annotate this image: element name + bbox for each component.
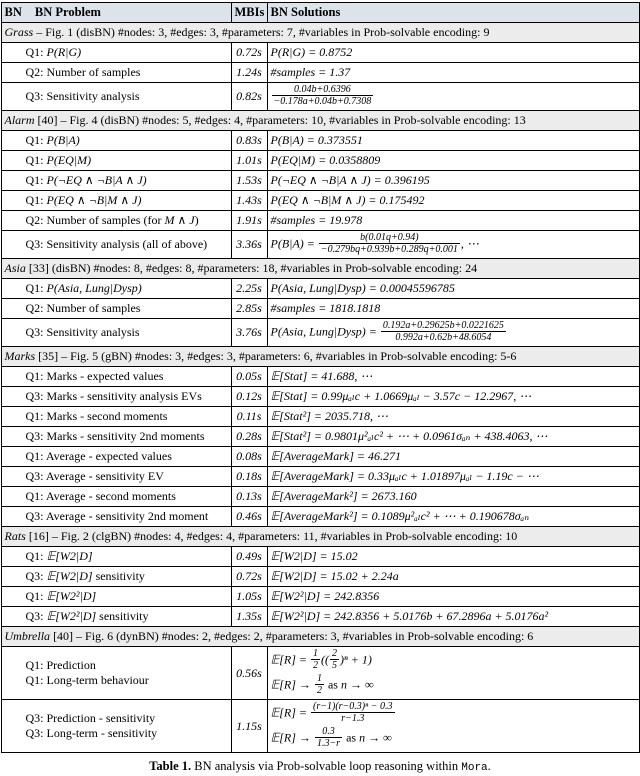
text-segment: Q3: Average - sensitivity 2nd moment	[25, 509, 209, 523]
time-cell: 1.43s	[231, 191, 267, 211]
text-segment: #samples = 1818.1818	[270, 301, 381, 315]
bn-analysis-table	[1, 2, 640, 753]
problem-line	[26, 509, 228, 524]
problem-line	[26, 173, 228, 188]
table-row	[1, 447, 639, 467]
solution-cell	[267, 231, 639, 259]
solution-line	[271, 64, 636, 81]
solution-cell	[267, 700, 639, 753]
section-header-row	[1, 527, 639, 547]
solution-line	[271, 448, 636, 465]
table-row	[1, 231, 639, 259]
text-segment: 𝔼[W2|D] = 15.02	[270, 549, 358, 563]
problem-cell	[1, 211, 231, 231]
text-segment: Q2: Number of samples	[25, 65, 141, 79]
header-label-bn-problem: BN Problem	[34, 5, 101, 19]
time-cell: 0.08s	[231, 447, 267, 467]
text-segment: [33] (disBN) #nodes: 8, #edges: 8, #parameters: 18, #variables in Prob-solvable encoding: 24	[25, 261, 478, 275]
time-cell: 3.76s	[231, 319, 267, 347]
fraction-denominator: −0.178a+0.04b+0.7308	[273, 96, 372, 107]
text-segment: [40] – Fig. 6 (dynBN) #nodes: 2, #edges: 2, #parameters: 3, #variables in Prob-solvable encoding: 6	[50, 629, 534, 643]
solution-cell	[267, 607, 639, 627]
time-cell: 2.25s	[231, 279, 267, 299]
text-segment: 𝔼[AverageMark²] = 0.1089μ²ₐₗc² + ⋯ + 0.190678σₐₙ	[270, 509, 530, 523]
solution-cell	[267, 647, 639, 700]
fraction-denominator: 2	[313, 660, 319, 671]
table-row	[1, 387, 639, 407]
text-segment: 𝔼[AverageMark] = 0.33μₐₗc + 1.01897μₐₗ − 1.19c − ⋯	[270, 469, 539, 483]
text-segment: ((	[321, 652, 330, 667]
solution-line	[271, 320, 636, 345]
solution-cell	[267, 487, 639, 507]
fraction	[319, 232, 460, 255]
time-cell: 1.05s	[231, 587, 267, 607]
solution-line	[271, 508, 636, 525]
text-segment: Q1: Marks - second moments	[25, 409, 168, 423]
header-label-bn: BN	[4, 5, 22, 19]
solution-cell	[267, 387, 639, 407]
text-segment: 𝔼[W2²|D]	[46, 589, 97, 603]
time-cell: 0.11s	[231, 407, 267, 427]
table-row	[1, 299, 639, 319]
table-row	[1, 151, 639, 171]
problem-line	[26, 389, 228, 404]
solution-cell	[267, 171, 639, 191]
problem-cell	[1, 83, 231, 111]
problem-cell	[1, 191, 231, 211]
table-row	[1, 191, 639, 211]
time-cell: 0.82s	[231, 83, 267, 111]
problem-line	[26, 711, 228, 726]
text-segment: Q1:	[25, 281, 47, 295]
fraction	[272, 84, 374, 107]
text-segment: as	[343, 730, 360, 745]
table-row	[1, 83, 639, 111]
problem-line	[26, 726, 228, 741]
section-header-row	[1, 259, 639, 279]
text-segment: 𝔼[W2²|D]	[46, 609, 97, 623]
table-row	[1, 700, 639, 753]
fraction-numerator: 1	[316, 673, 322, 684]
text-segment: 𝔼[Stat²] = 0.9801μ²ₐₗc² + ⋯ + 0.0961σₐₙ + 438.4063, ⋯	[270, 429, 548, 443]
fraction	[315, 726, 342, 749]
text-segment: 𝔼[Stat] = 0.99μₐₗc + 1.0669μₐₗ − 3.57c − 12.2967, ⋯	[270, 389, 532, 403]
text-segment: P(B|A) =	[270, 236, 318, 251]
problem-cell	[1, 447, 231, 467]
solution-cell	[267, 43, 639, 63]
solution-cell	[267, 191, 639, 211]
solution-line	[271, 726, 636, 751]
text-segment: #samples = 1.37	[270, 65, 351, 79]
solution-cell	[267, 507, 639, 527]
time-cell: 1.53s	[231, 171, 267, 191]
problem-line	[26, 193, 228, 208]
solution-line	[271, 280, 636, 297]
solution-line	[271, 84, 636, 109]
text-segment: P(Asia, Lung|Dysp) =	[270, 324, 380, 339]
problem-line	[26, 489, 228, 504]
text-segment: 𝔼[W2²|D] = 242.8356 + 5.0176b + 67.2896a + 5.0176a²	[270, 609, 549, 623]
text-segment: n → ∞	[359, 730, 392, 745]
solution-line	[271, 701, 636, 726]
table-row	[1, 547, 639, 567]
problem-cell	[1, 319, 231, 347]
text-segment: , ⋯	[460, 236, 479, 251]
text-segment: [16] – Fig. 2 (clgBN) #nodes: 4, #edges: 4, #parameters: 11, #variables in Prob-solvable encoding: 10	[25, 529, 518, 543]
text-segment: Umbrella	[4, 629, 51, 643]
table-body	[1, 23, 639, 753]
text-segment: [35] – Fig. 5 (gBN) #nodes: 3, #edges: 3, #parameters: 6, #variables in Prob-solvable encoding: 5-6	[35, 349, 517, 363]
problem-line	[26, 45, 228, 60]
fraction-numerator: 2	[332, 648, 338, 659]
table-row	[1, 367, 639, 387]
problem-line	[26, 281, 228, 296]
text-segment: Alarm	[4, 113, 35, 127]
problem-cell	[1, 367, 231, 387]
solution-cell	[267, 83, 639, 111]
text-segment: n → ∞	[340, 677, 374, 692]
fraction-denominator: 5	[332, 660, 338, 671]
section-header-row	[1, 111, 639, 131]
section-title	[1, 627, 639, 647]
solution-line	[271, 588, 636, 605]
text-segment: Q1: Average - second moments	[25, 489, 176, 503]
text-segment: Q1:	[25, 45, 47, 59]
solution-line	[271, 488, 636, 505]
text-segment: P(¬EQ ∧ ¬B|A ∧ J)	[46, 173, 147, 187]
solution-cell	[267, 467, 639, 487]
text-segment: [40] – Fig. 4 (disBN) #nodes: 5, #edges: 4, #parameters: 10, #variables in Prob-solvable encoding: 13	[34, 113, 526, 127]
text-segment: Q3: Sensitivity analysis (all of above)	[25, 237, 208, 251]
text-segment: P(¬EQ ∧ ¬B|A ∧ J) = 0.396195	[270, 173, 430, 187]
time-cell: 0.49s	[231, 547, 267, 567]
solution-cell	[267, 587, 639, 607]
solution-cell	[267, 299, 639, 319]
text-segment: Q3: Sensitivity analysis	[25, 89, 140, 103]
text-segment: Q3: Marks - sensitivity 2nd moments	[25, 429, 205, 443]
problem-cell	[1, 151, 231, 171]
table-row	[1, 607, 639, 627]
text-segment: Q1: Marks - expected values	[25, 369, 164, 383]
table-row	[1, 487, 639, 507]
table-row	[1, 407, 639, 427]
time-cell: 0.46s	[231, 507, 267, 527]
table-row	[1, 279, 639, 299]
problem-cell	[1, 131, 231, 151]
time-cell: 0.56s	[231, 647, 267, 700]
solution-cell	[267, 567, 639, 587]
problem-line	[26, 449, 228, 464]
problem-line	[26, 65, 228, 80]
text-segment: .	[487, 759, 491, 773]
problem-cell	[1, 487, 231, 507]
text-segment: 𝔼[W2²|D] = 242.8356	[270, 589, 380, 603]
time-cell: 0.83s	[231, 131, 267, 151]
solution-line	[271, 300, 636, 317]
fraction-denominator: 0.992a+0.62b+48.6054	[395, 332, 492, 343]
time-cell: 0.72s	[231, 43, 267, 63]
problem-line	[26, 213, 228, 228]
text-segment: P(Asia, Lung|Dysp) = 0.00045596785	[270, 281, 455, 295]
solution-cell	[267, 211, 639, 231]
solution-cell	[267, 279, 639, 299]
header-cell-bn-problem	[1, 3, 231, 23]
problem-cell	[1, 171, 231, 191]
text-segment: 𝔼[W2|D]	[46, 569, 93, 583]
solution-line	[271, 388, 636, 405]
solution-line	[271, 368, 636, 385]
problem-line	[26, 89, 228, 104]
text-segment: M ∧ J	[164, 213, 195, 227]
solution-line	[271, 548, 636, 565]
solution-cell	[267, 367, 639, 387]
text-segment: Asia	[4, 261, 26, 275]
solution-line	[271, 172, 636, 189]
time-cell: 1.91s	[231, 211, 267, 231]
solution-line	[271, 428, 636, 445]
text-segment: 𝔼[R] =	[270, 705, 311, 720]
problem-line	[26, 429, 228, 444]
solution-line	[271, 212, 636, 229]
text-segment: Q1:	[25, 193, 47, 207]
problem-cell	[1, 567, 231, 587]
problem-cell	[1, 279, 231, 299]
fraction-denominator: 1.3−r	[316, 738, 341, 749]
table-row	[1, 507, 639, 527]
problem-line	[26, 469, 228, 484]
time-cell: 2.85s	[231, 299, 267, 319]
solution-line	[271, 152, 636, 169]
text-segment: P(Asia, Lung|Dysp)	[46, 281, 142, 295]
text-segment: sensitivity	[96, 609, 149, 623]
text-segment: P(EQ ∧ ¬B|M ∧ J)	[46, 193, 142, 207]
table-row	[1, 647, 639, 700]
solution-line	[271, 568, 636, 585]
header-cell-bn-solutions: BN Solutions	[267, 3, 639, 23]
text-segment: Q3: Average - sensitivity EV	[25, 469, 164, 483]
text-segment: Rats	[4, 529, 26, 543]
text-segment: 𝔼[R] →	[270, 730, 314, 745]
time-cell: 0.13s	[231, 487, 267, 507]
table-row	[1, 427, 639, 447]
problem-line	[26, 153, 228, 168]
text-segment: Q3: Sensitivity analysis	[25, 325, 140, 339]
problem-cell	[1, 43, 231, 63]
text-segment: )ⁿ + 1)	[340, 652, 372, 667]
time-cell: 0.05s	[231, 367, 267, 387]
text-segment: 𝔼[W2|D]	[46, 549, 93, 563]
fraction	[315, 673, 324, 696]
time-cell: 1.35s	[231, 607, 267, 627]
time-cell: 0.72s	[231, 567, 267, 587]
text-segment: 𝔼[Stat²] = 2035.718, ⋯	[270, 409, 388, 423]
table-row	[1, 171, 639, 191]
text-segment: 𝔼[AverageMark²] = 2673.160	[270, 489, 417, 503]
text-segment: Q1: Long-term behaviour	[25, 673, 149, 687]
problem-cell	[1, 587, 231, 607]
section-title	[1, 111, 639, 131]
fraction	[311, 648, 320, 671]
table-row	[1, 211, 639, 231]
problem-cell	[1, 63, 231, 83]
problem-cell	[1, 467, 231, 487]
problem-cell	[1, 387, 231, 407]
time-cell: 1.15s	[231, 700, 267, 753]
text-segment: P(B|A) = 0.373551	[270, 133, 363, 147]
time-cell: 0.12s	[231, 387, 267, 407]
table-row	[1, 567, 639, 587]
text-segment: sensitivity	[92, 569, 145, 583]
solution-cell	[267, 447, 639, 467]
problem-line	[26, 589, 228, 604]
solution-line	[271, 648, 636, 673]
text-segment: 𝔼[R] =	[270, 652, 311, 667]
problem-cell	[1, 607, 231, 627]
problem-line	[26, 609, 228, 624]
solution-line	[271, 132, 636, 149]
text-segment: )	[194, 213, 199, 227]
text-segment: Q3: Long-term - sensitivity	[25, 726, 158, 740]
solution-line	[271, 44, 636, 61]
text-segment: Q3: Marks - sensitivity analysis EVs	[25, 389, 202, 403]
problem-line	[26, 549, 228, 564]
solution-line	[271, 192, 636, 209]
solution-line	[271, 232, 636, 257]
fraction	[330, 648, 339, 671]
text-segment: Q1:	[25, 153, 47, 167]
text-segment: P(EQ|M)	[46, 153, 92, 167]
section-header-row	[1, 347, 639, 367]
problem-cell	[1, 547, 231, 567]
text-segment: – Fig. 1 (disBN) #nodes: 3, #edges: 3, #parameters: 7, #variables in Prob-solvable encoding: 9	[33, 25, 490, 39]
text-segment: Q3: Prediction - sensitivity	[25, 711, 156, 725]
text-segment: 𝔼[Stat] = 41.688, ⋯	[270, 369, 373, 383]
fraction-numerator: 0.192a+0.29625b+0.0221625	[382, 320, 504, 331]
fraction-numerator: 0.04b+0.6396	[272, 84, 374, 96]
solution-line	[271, 468, 636, 485]
text-segment: 𝔼[AverageMark] = 46.271	[270, 449, 401, 463]
problem-cell	[1, 299, 231, 319]
header-cell-mbis: MBIs	[231, 3, 267, 23]
text-segment: Mora	[461, 762, 488, 774]
solution-cell	[267, 547, 639, 567]
problem-line	[26, 673, 228, 688]
section-title	[1, 347, 639, 367]
problem-line	[26, 133, 228, 148]
text-segment: #samples = 19.978	[270, 213, 363, 227]
problem-line	[26, 369, 228, 384]
problem-cell	[1, 231, 231, 259]
problem-cell	[1, 507, 231, 527]
time-cell: 1.24s	[231, 63, 267, 83]
text-segment: P(EQ|M) = 0.0358809	[270, 153, 381, 167]
table-row	[1, 131, 639, 151]
table-row	[1, 63, 639, 83]
problem-line	[26, 658, 228, 673]
text-segment: Q1:	[25, 589, 47, 603]
text-segment: Q1:	[25, 173, 47, 187]
text-segment: Q3:	[25, 609, 47, 623]
solution-cell	[267, 131, 639, 151]
problem-line	[26, 237, 228, 252]
table-row	[1, 319, 639, 347]
text-segment: 𝔼[W2|D] = 15.02 + 2.24a	[270, 569, 399, 583]
text-segment: Q3:	[25, 569, 47, 583]
problem-cell	[1, 407, 231, 427]
text-segment: 𝔼[R] →	[270, 677, 314, 692]
text-segment: P(EQ ∧ ¬B|M ∧ J) = 0.175492	[270, 193, 425, 207]
problem-line	[26, 301, 228, 316]
fraction-numerator: 0.3	[315, 726, 342, 738]
text-segment: Q1: Prediction	[25, 658, 96, 672]
section-title	[1, 23, 639, 43]
text-segment: Q1: Average - expected values	[25, 449, 172, 463]
problem-cell	[1, 700, 231, 753]
problem-cell	[1, 647, 231, 700]
fraction-denominator: r−1.3	[341, 713, 365, 724]
solution-cell	[267, 151, 639, 171]
solution-cell	[267, 427, 639, 447]
fraction-numerator: (r−1)(r−0.3)ⁿ − 0.3	[313, 701, 393, 712]
solution-cell	[267, 407, 639, 427]
fraction	[311, 701, 395, 724]
text-segment: Q2: Number of samples	[25, 301, 141, 315]
problem-line	[26, 325, 228, 340]
text-segment: P(R|G) = 0.8752	[270, 45, 353, 59]
section-title	[1, 259, 639, 279]
section-header-row	[1, 627, 639, 647]
solution-cell	[267, 63, 639, 83]
section-header-row	[1, 23, 639, 43]
fraction-numerator: b(0.01q+0.94)	[319, 232, 460, 244]
text-segment: Q2: Number of samples (for	[25, 213, 165, 227]
fraction-denominator: 2	[316, 685, 322, 696]
section-title	[1, 527, 639, 547]
text-segment: Grass	[4, 25, 34, 39]
solution-cell	[267, 319, 639, 347]
time-cell: 0.28s	[231, 427, 267, 447]
fraction-numerator: 1	[313, 648, 319, 659]
problem-line	[26, 569, 228, 584]
solution-line	[271, 673, 636, 698]
text-segment: Table 1.	[149, 759, 195, 773]
problem-line	[26, 409, 228, 424]
text-segment: Q1:	[25, 549, 47, 563]
header-row	[1, 3, 639, 23]
text-segment: P(B|A)	[46, 133, 80, 147]
fraction	[381, 320, 506, 343]
time-cell: 0.18s	[231, 467, 267, 487]
time-cell: 1.01s	[231, 151, 267, 171]
text-segment: Q1:	[25, 133, 47, 147]
text-segment: P(R|G)	[46, 45, 82, 59]
text-segment: Marks	[4, 349, 36, 363]
table-row	[1, 587, 639, 607]
problem-cell	[1, 427, 231, 447]
table-row	[1, 467, 639, 487]
text-segment: as	[324, 677, 341, 692]
time-cell: 3.36s	[231, 231, 267, 259]
table-caption	[0, 758, 640, 776]
solution-line	[271, 608, 636, 625]
table-row	[1, 43, 639, 63]
text-segment: BN analysis via Prob-solvable loop reasoning within	[194, 759, 462, 773]
fraction-denominator: −0.279bq+0.939b+0.289q+0.001	[320, 244, 458, 255]
solution-line	[271, 408, 636, 425]
